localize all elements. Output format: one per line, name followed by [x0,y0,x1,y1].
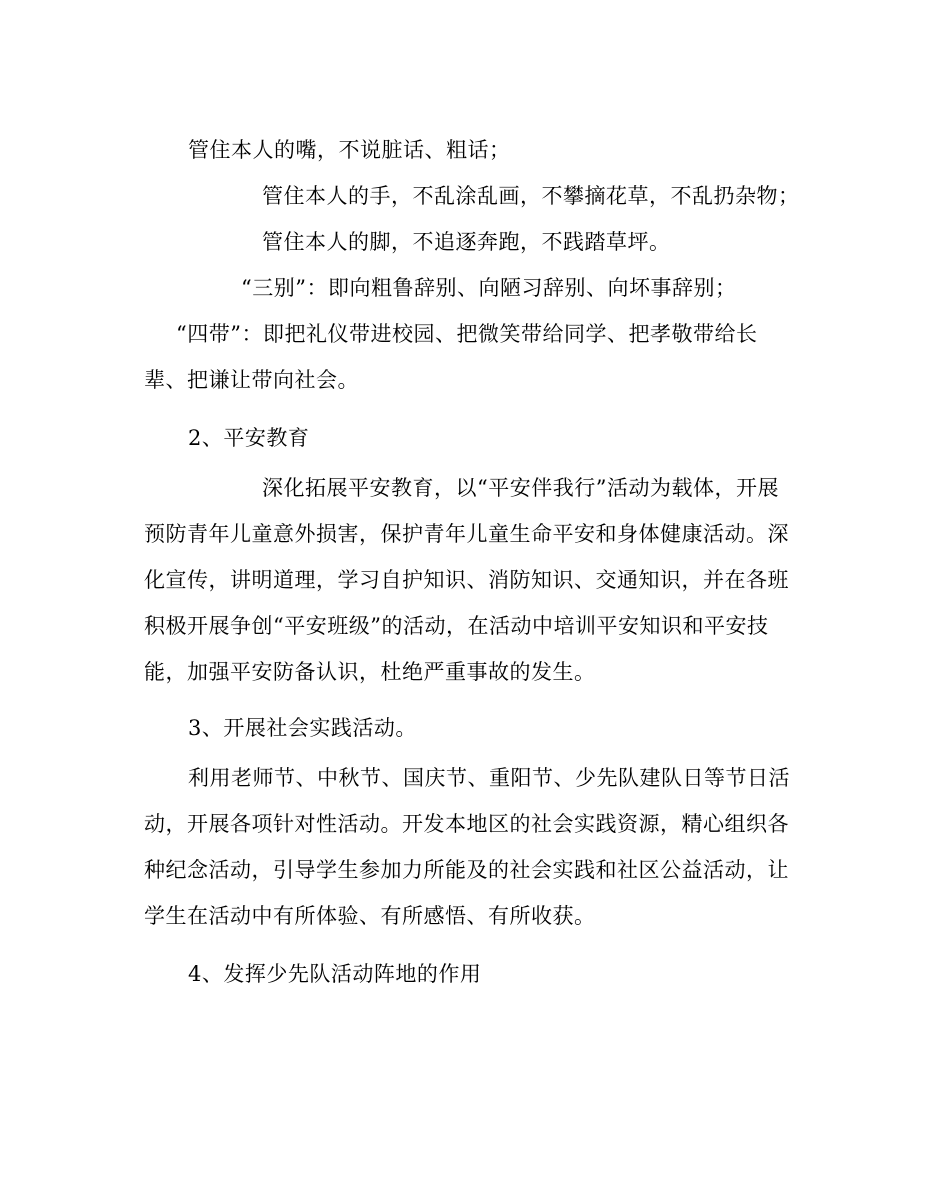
text-line: 预防青年儿童意外损害，保护青年儿童生命平安和身体健康活动。深 [144,522,789,546]
section-heading: 3、开展社会实践活动。 [188,716,417,740]
text-line: “三别”：即向粗鲁辞别、向陋习辞别、向坏事辞别； [241,276,737,300]
section-heading: 4、发挥少先队活动阵地的作用 [188,962,482,986]
text-line: 利用老师节、中秋节、国庆节、重阳节、少先队建队日等节日活 [188,766,790,790]
text-line: 管住本人的嘴，不说脏话、粗话； [188,138,511,162]
text-line: 管住本人的手，不乱涂乱画，不攀摘花草，不乱扔杂物； [262,184,800,208]
text-line: 动，开展各项针对性活动。开发本地区的社会实践资源，精心组织各 [144,812,789,836]
text-line: 能，加强平安防备认识，杜绝严重事故的发生。 [144,660,596,684]
text-line: 积极开展争创“平安班级”的活动，在活动中培训平安知识和平安技 [144,614,769,638]
text-line: 辈、把谦让带向社会。 [144,368,359,392]
section-heading: 2、平安教育 [188,426,310,450]
text-line: 深化拓展平安教育，以“平安伴我行”活动为载体，开展 [262,476,779,500]
text-line: “四带”：即把礼仪带进校园、把微笑带给同学、把孝敬带给长 [176,322,758,346]
text-line: 种纪念活动，引导学生参加力所能及的社会实践和社区公益活动，让 [144,858,789,882]
text-line: 化宣传，讲明道理，学习自护知识、消防知识、交通知识，并在各班 [144,568,789,592]
text-line: 学生在活动中有所体验、有所感悟、有所收获。 [144,904,596,928]
text-line: 管住本人的脚，不追逐奔跑，不践踏草坪。 [262,230,671,254]
